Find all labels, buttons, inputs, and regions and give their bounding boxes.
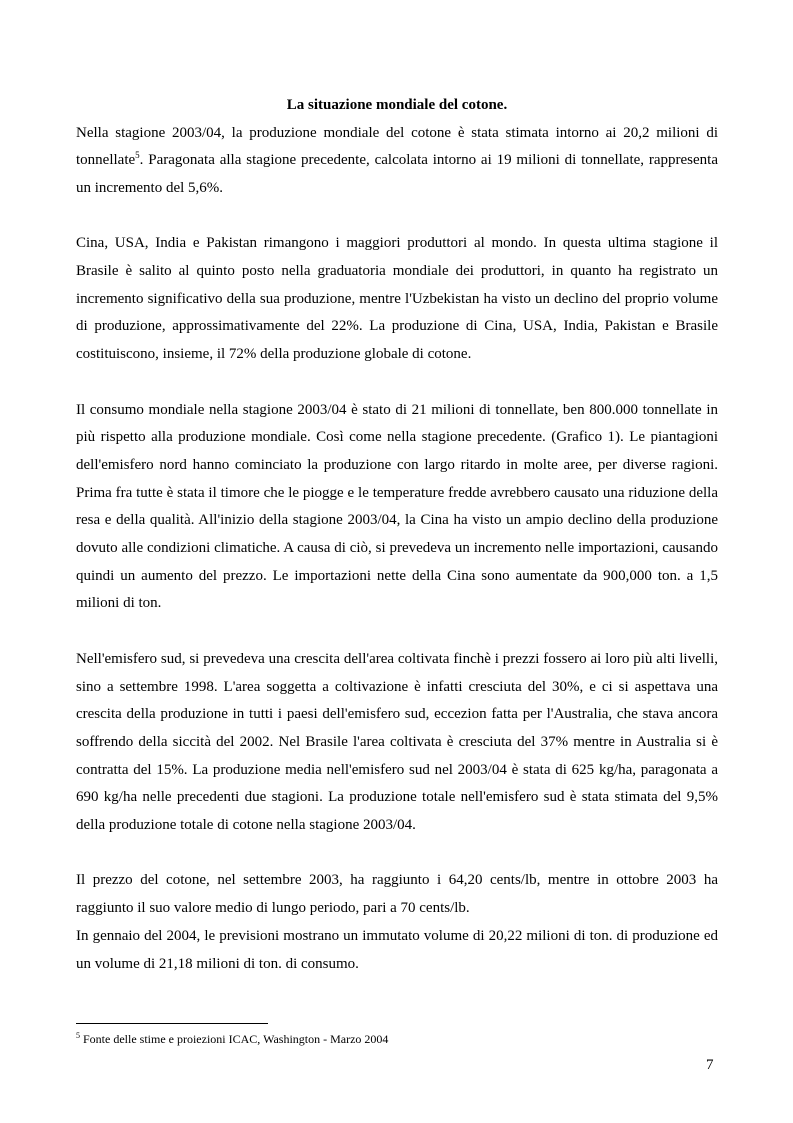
paragraph-consumption: Il consumo mondiale nella stagione 2003/04 è stato di 21 milioni di tonnellate, ben 800.000 tonnellate in più rispetto alla produzione mondiale. Così come nella stagione precedente. (Grafico 1). Le piantagioni dell'emisfero nord hanno cominciato la produzione con largo ritardo in molte aree, per diverse ragioni. Prima fra tutte è stata il timore che le piogge e le temperature fredde avrebbero causato una riduzione della resa e della qualità. All'inizio della stagione 2003/04, la Cina ha visto un ampio declino della produzione dovuto alle condizioni climatiche. A causa di ciò, si prevedeva un incremento nelle importazioni, causando quindi un aumento del prezzo. Le importazioni nette della Cina sono aumentate da 900,000 ton. a 1,5 milioni di ton. [76, 401, 718, 612]
paragraph-southern-hemisphere: Nell'emisfero sud, si prevedeva una crescita dell'area coltivata finchè i prezzi fossero ai loro più alti livelli, sino a settembre 1998. L'area soggetta a coltivazione è infatti cresciuta del 30%, e ci si aspettava una crescita della produzione in tutti i paesi dell'emisfero sud, eccezion fatta per l'Australia, che stava ancora soffrendo della siccità del 2002. Nel Brasile l'area coltivata è cresciuta del 37% mentre in Australia si è contratta del 15%. La produzione media nell'emisfero sud nel 2003/04 è stata di 625 kg/ha, paragonata a 690 kg/ha nelle precedenti due stagioni. La produzione totale nell'emisfero sud è stata stimata del 9,5% della produzione totale di cotone nella stagione 2003/04. [76, 650, 718, 834]
paragraph-price: Il prezzo del cotone, nel settembre 2003, ha raggiunto i 64,20 cents/lb, mentre in ottobre 2003 ha raggiunto il suo valore medio di lungo periodo, pari a 70 cents/lb. [76, 872, 718, 917]
paragraph-spacer [76, 618, 718, 646]
footnote-text: Fonte delle stime e proiezioni ICAC, Washington - Marzo 2004 [80, 1032, 389, 1046]
paragraph-production [76, 120, 718, 203]
footnote-divider [76, 1023, 268, 1024]
paragraph-spacer [76, 369, 718, 397]
footnote-number: 5 [76, 1031, 80, 1040]
footnote [76, 1031, 388, 1047]
page-number: 7 [706, 1057, 714, 1073]
paragraph-spacer [76, 840, 718, 868]
section-title: La situazione mondiale del cotone. [286, 97, 508, 113]
paragraph-text: . Paragonata alla stagione precedente, calcolata intorno ai 19 milioni di tonnellate, rappresenta un incremento del 5,6%. [76, 152, 718, 196]
page-body [76, 92, 718, 978]
paragraph-spacer [76, 203, 718, 231]
paragraph-text: Nella stagione 2003/04, la produzione mondiale del cotone è stata stimata intorno ai 20,2 milioni di tonnellate [76, 124, 718, 169]
paragraph-forecast: In gennaio del 2004, le previsioni mostrano un immutato volume di 20,22 milioni di ton. di produzione ed un volume di 21,18 milioni di ton. di consumo. [76, 927, 718, 972]
paragraph-producers: Cina, USA, India e Pakistan rimangono i maggiori produttori al mondo. In questa ultima stagione il Brasile è salito al quinto posto nella graduatoria mondiale dei produttori, in quanto ha registrato un incremento significativo della sua produzione, mentre l'Uzbekistan ha visto un declino del proprio volume di produzione, approssimativamente del 22%. La produzione di Cina, USA, India, Pakistan e Brasile costituiscono, insieme, il 72% della produzione globale di cotone. [76, 235, 718, 363]
footnote-reference: 5 [135, 150, 140, 161]
